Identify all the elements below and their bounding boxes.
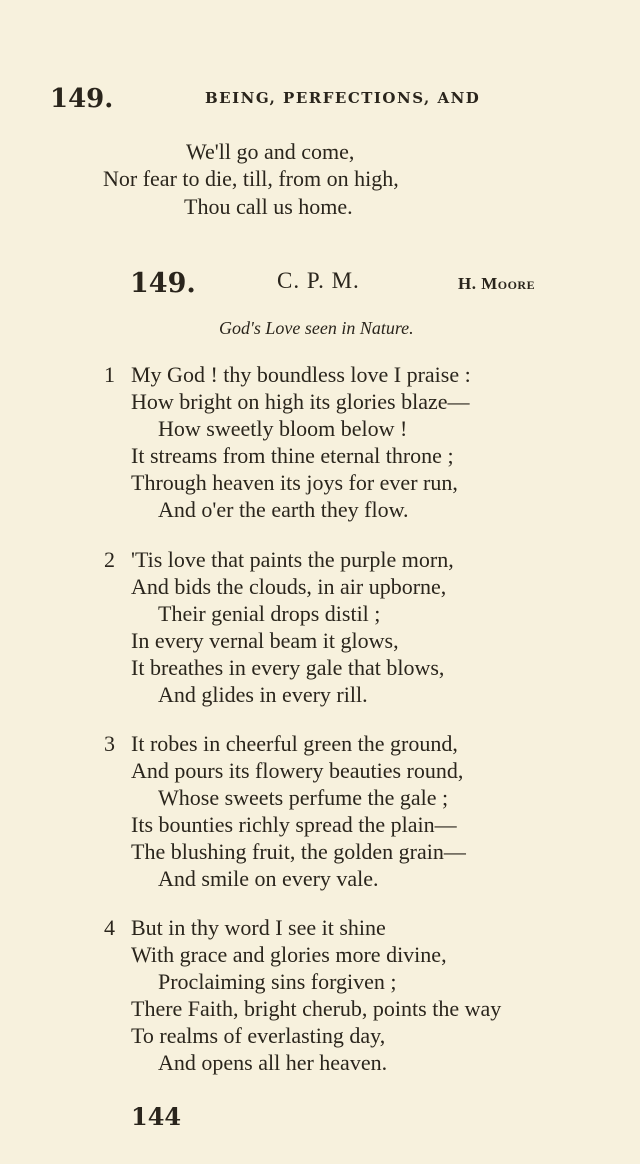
verse-line: Their genial drops distil ; (158, 601, 381, 626)
hymn-subtitle: God's Love seen in Nature. (219, 318, 414, 338)
verse-line: Its bounties richly spread the plain— (131, 812, 457, 837)
verse-line: The blushing fruit, the golden grain— (131, 839, 466, 864)
hymn-author: H. Moore (458, 274, 536, 293)
verse-line: It streams from thine eternal throne ; (131, 443, 454, 468)
verse-line: And pours its flowery beauties round, (131, 758, 464, 783)
verse-line: And bids the clouds, in air upborne, (131, 574, 447, 599)
verse-line: How bright on high its glories blaze— (131, 389, 470, 414)
previous-line: Nor fear to die, till, from on high, (103, 166, 399, 191)
verse-line: To realms of everlasting day, (131, 1023, 386, 1048)
verse-line: Whose sweets perfume the gale ; (158, 785, 449, 810)
verse-line: How sweetly bloom below ! (158, 416, 408, 441)
verse-line: In every vernal beam it glows, (131, 628, 399, 653)
verse-line: With grace and glories more divine, (131, 942, 447, 967)
verse-line: There Faith, bright cherub, points the way (131, 996, 502, 1021)
verse-line: My God ! thy boundless love I praise : (131, 362, 471, 387)
verse-line: Through heaven its joys for ever run, (131, 470, 458, 495)
previous-line: Thou call us home. (184, 194, 353, 219)
verse-number: 2 (104, 547, 115, 572)
previous-line: We'll go and come, (186, 139, 355, 164)
verse-number: 4 (104, 915, 115, 940)
verse-line: 'Tis love that paints the purple morn, (131, 547, 454, 572)
hymn-number: 149. (130, 268, 196, 299)
verse-line: And o'er the earth they flow. (158, 497, 409, 522)
running-title: BEING, PERFECTIONS, AND (205, 89, 481, 107)
hymn-meter: C. P. M. (277, 268, 360, 293)
verse-line: And glides in every rill. (158, 682, 368, 707)
verse-line: And opens all her heaven. (158, 1050, 388, 1075)
page-number: 144 (131, 1102, 182, 1131)
verse-number: 3 (104, 731, 115, 756)
verse-number: 1 (104, 362, 115, 387)
header-hymn-number: 149. (50, 84, 114, 114)
verse-line: And smile on every vale. (158, 866, 379, 891)
verse-line: Proclaiming sins forgiven ; (158, 969, 397, 994)
verse-line: It breathes in every gale that blows, (131, 655, 445, 680)
verse-line: It robes in cheerful green the ground, (131, 731, 458, 756)
verse-line: But in thy word I see it shine (131, 915, 386, 940)
